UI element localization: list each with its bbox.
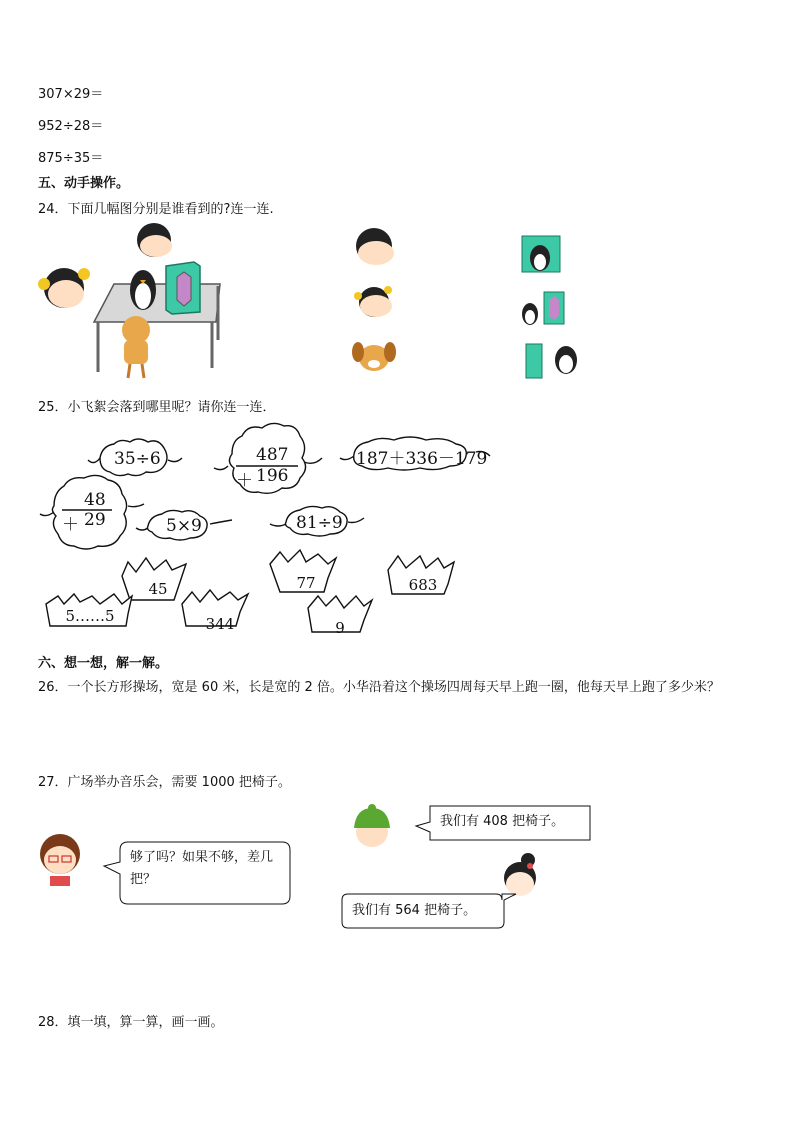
bubble-487-op: ＋ [236,471,253,491]
calc-line-3: 875÷35＝ [38,151,104,166]
bubble-187-plus-336-minus-179: 187＋336－179 [356,449,488,469]
calc-line-1: 307×29＝ [38,87,104,102]
section-6-title: 六、想一想，解一解。 [38,656,169,671]
bubble-5-times-9: 5×9 [166,516,202,536]
question-28: 28．填一填，算一算，画一画。 [38,1015,224,1030]
calc-line-2: 952÷28＝ [38,119,104,134]
grass-683: 683 [408,576,438,594]
grass-344: 344 [205,615,235,633]
question-27: 27．广场举办音乐会，需要 1000 把椅子。 [38,775,291,790]
grass-9: 9 [335,619,345,637]
section-5-title: 五、动手操作。 [38,176,130,191]
grass-45: 45 [148,580,168,598]
speech-top-text: 我们有 408 把椅子。 [440,814,565,829]
bubble-487-top: 487 [256,445,289,465]
bubble-48-top: 48 [84,490,106,510]
question-24: 24．下面几幅图分别是谁看到的?连一连. [38,202,274,217]
bubble-196-bottom: 196 [256,466,289,486]
question-25: 25．小飞絮会落到哪里呢？请你连一连． [38,400,276,415]
grass-77: 77 [296,574,316,592]
bubble-81-div-9: 81÷9 [296,513,343,533]
speech-bottom-text: 我们有 564 把椅子。 [352,903,477,918]
grass-5-rem-5: 5……5 [65,607,115,625]
question-26: 26．一个长方形操场，宽是 60 米，长是宽的 2 倍。小华沿着这个操场四周每天早上跑一圈，他每天早上跑了多少米？ [38,680,720,695]
bubble-35-div-6: 35÷6 [114,449,161,469]
bubble-48-op: ＋ [62,515,79,535]
speech-left-text: 够了吗？如果不够，差几把？ [130,850,274,887]
bubble-29-bottom: 29 [84,510,106,530]
